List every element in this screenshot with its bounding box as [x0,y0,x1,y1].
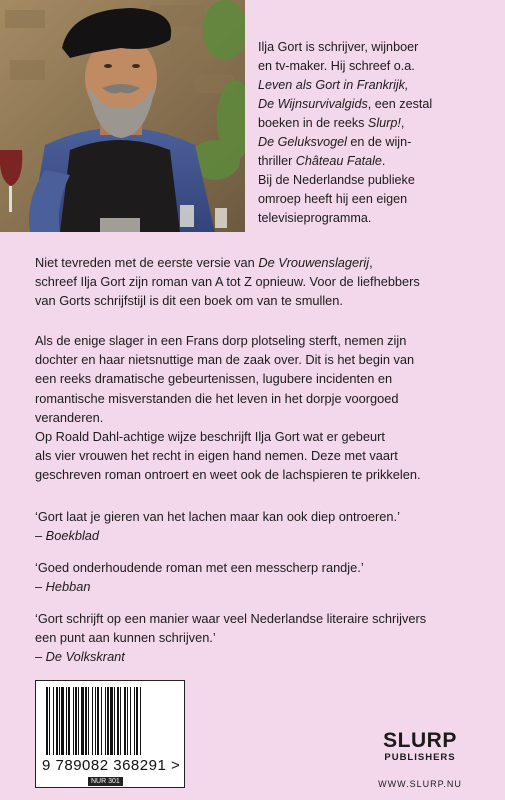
bio-text: . [381,154,386,168]
book-title: De Geluksvogel [258,135,347,149]
barcode-bar [140,687,141,755]
barcode-bar [110,687,113,755]
bio-line [258,152,490,171]
story-line: dochter en haar nietsnuttige man de zaak over. Dit is het begin van [35,352,415,368]
bio-text: boeken in de reeks [258,116,368,130]
bio-line: en tv-maker. Hij schreef o.a. [258,59,415,73]
intro-text: Niet tevreden met de eerste versie van [35,255,259,270]
review-quote [35,609,480,666]
barcode-bar [88,687,89,755]
story-line: Op Roald Dahl-achtige wijze beschrijft Ilja Gort wat er gebeurt [35,429,385,445]
bio-text: en de wijn- [346,135,412,149]
review-quote [35,558,480,596]
book-title: De Wijnsurvivalgids [258,97,368,111]
quote-source: – Hebban [35,579,91,594]
bio-line: omroep heeft hij een eigen [258,192,408,206]
barcode-bar [73,687,74,755]
barcode-bar [97,687,99,755]
barcode-bar [59,687,60,755]
intro-line: schreef Ilja Gort zijn roman van A tot Z opnieuw. Voor de liefhebbers [35,274,420,290]
barcode-bar [81,687,84,755]
bio-line [258,76,490,95]
barcode-bar [49,687,50,755]
barcode-bar [95,687,96,755]
logo-sub-text: PUBLISHERS [384,752,456,763]
bio-line [258,114,490,133]
bio-text: thriller [258,154,296,168]
story-line: een reeks dramatische gebeurtenissen, lugubere incidenten en [35,371,393,387]
story-line: als vier vrouwen het recht in eigen hand nemen. Deze met vaart [35,448,398,464]
barcode-bar [136,687,138,755]
intro-text: , [369,255,373,270]
bio-text: , een zestal [367,97,433,111]
book-title: De Vrouwenslagerij [258,255,370,270]
series-title: Slurp! [367,116,401,130]
intro-line [35,253,480,272]
barcode-bar [114,687,115,755]
barcode-bar [127,687,128,755]
author-photo [0,0,245,232]
barcode-bar [124,687,126,755]
barcode-bar [68,687,70,755]
quote-source: – De Volkskrant [35,649,125,664]
barcode-bar [117,687,119,755]
author-photo-illustration [0,0,245,232]
barcode-bar [107,687,109,755]
story-line: Als de enige slager in een Frans dorp plotseling sterft, nemen zijn [35,333,407,348]
quote-text: een punt aan kunnen schrijven.’ [35,630,216,645]
barcode-bar [105,687,106,755]
publisher-website: WWW.SLURP.NU [378,779,462,789]
review-quote [35,507,480,545]
intro-paragraph [35,253,480,311]
quote-text: ‘Gort schrijft op een manier waar veel Nederlandse literaire schrijvers [35,611,427,626]
barcode-bar [85,687,87,755]
publisher-logo [372,730,468,763]
isbn-barcode [35,680,185,788]
logo-main-text: SLURP [383,729,457,752]
quote-text: ‘Goed onderhoudende roman met een messcherp randje.’ [35,560,364,575]
author-bio [258,38,490,228]
barcode-bar [130,687,131,755]
intro-line: van Gorts schrijfstijl is dit een boek om van te smullen. [35,293,343,309]
bio-line [258,95,490,114]
story-paragraph [35,331,480,485]
barcode-bar [61,687,64,755]
bio-line: televisieprogramma. [258,211,372,225]
isbn-number: 9 789082 368291 > [42,757,181,774]
bio-line: Bij de Nederlandse publieke [258,173,415,187]
bio-text: , [400,116,405,130]
bio-line [258,133,490,152]
quote-source: – Boekblad [35,528,100,543]
review-quotes [35,507,480,679]
quote-text: ‘Gort laat je gieren van het lachen maar kan ook diep ontroeren.’ [35,509,400,524]
story-line: veranderen. [35,409,104,425]
barcode-bar [134,687,135,755]
barcode-bar [78,687,79,755]
barcode-bar [120,687,121,755]
barcode-bar [46,687,48,755]
book-title: Leven als Gort in Frankrijk, [258,78,409,92]
barcode-bar [101,687,102,755]
nur-code: NUR 301 [88,777,123,786]
barcode-bar [92,687,93,755]
barcode-bars [46,687,174,755]
barcode-bar [75,687,77,755]
barcode-bar [56,687,58,755]
bio-line: Ilja Gort is schrijver, wijnboer [258,40,419,54]
story-line: romantische misverstanden die het leven in het dorpje voorgoed [35,390,399,406]
story-line: geschreven roman ontroert en weet ook de lachspieren te prikkelen. [35,467,421,483]
book-title: Château Fatale [295,154,382,168]
barcode-bar [66,687,67,755]
barcode-bar [53,687,54,755]
